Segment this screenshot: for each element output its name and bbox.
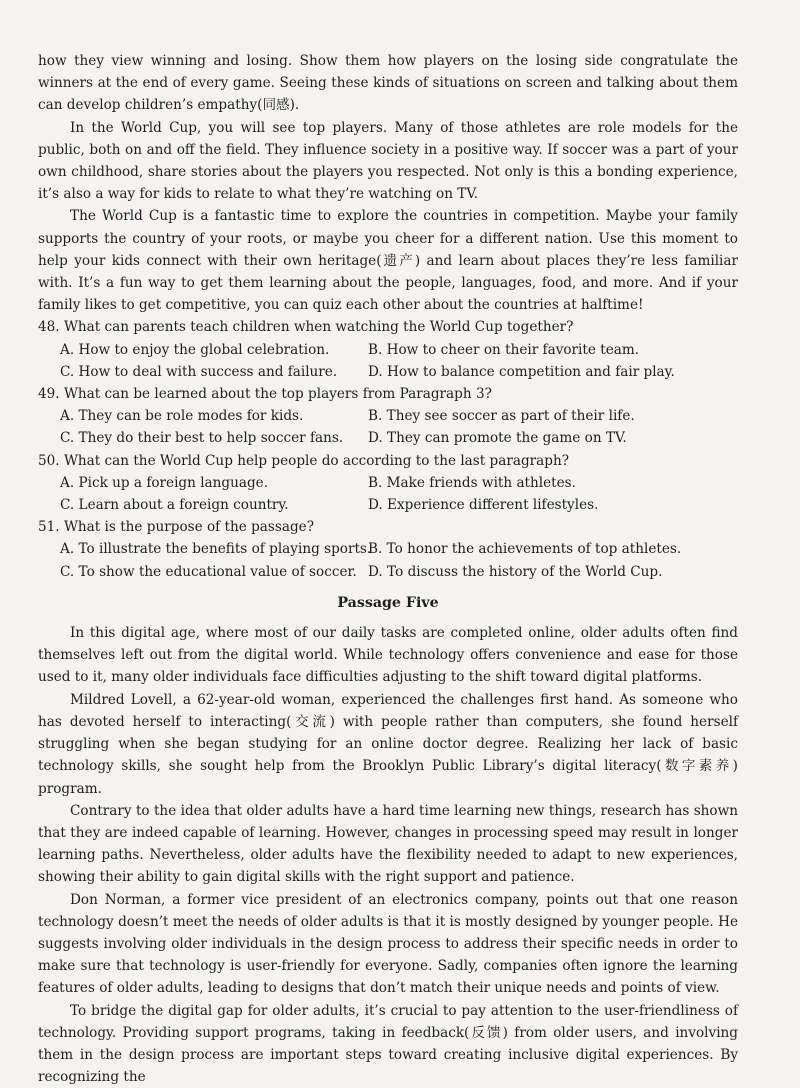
paragraph: To bridge the digital gap for older adults, it’s crucial to pay attention to the user-friendliness of technology. Providing support programs, taking in feedback(反馈) from older users, and involving them in the design process are important steps toward creating inclusive digital experiences. By recognizing the <box>38 1002 738 1086</box>
question-50 <box>38 450 738 517</box>
paragraph: In this digital age, where most of our daily tasks are completed online, older adults often find themselves left out from the digital world. While technology offers convenience and ease for those used to it, many older individuals face difficulties adjusting to the shift toward digital platforms. <box>38 625 738 686</box>
option-b: B. To honor the achievements of top athletes. <box>368 541 682 558</box>
paragraph: how they view winning and losing. Show them how players on the losing side congratulate the winners at the end of every game. Seeing these kinds of situations on screen and talking about them can develop children’s empathy(同感). <box>38 53 738 114</box>
option-b: B. Make friends with athletes. <box>368 474 576 491</box>
option-c: C. They do their best to help soccer fans. <box>60 430 344 447</box>
option-list <box>38 472 738 516</box>
option-c: C. Learn about a foreign country. <box>60 497 289 514</box>
paragraph: Contrary to the idea that older adults have a hard time learning new things, research has shown that they are indeed capable of learning. However, changes in processing speed may result in longer learning paths. Nevertheless, older adults have the flexibility needed to adapt to new experiences, showing their ability to gain digital skills with the right support and patience. <box>38 802 738 886</box>
passage-title: Passage Five <box>337 594 439 611</box>
option-c: C. To show the educational value of soccer. <box>60 563 357 580</box>
question-stem: 48. What can parents teach children when watching the World Cup together? <box>38 319 574 336</box>
option-b: B. How to cheer on their favorite team. <box>368 341 640 358</box>
option-a: A. They can be role modes for kids. <box>60 408 304 425</box>
option-d: D. They can promote the game on TV. <box>368 430 627 447</box>
option-c: C. How to deal with success and failure. <box>60 363 338 380</box>
option-list <box>38 339 738 383</box>
option-a: A. How to enjoy the global celebration. <box>60 341 330 358</box>
option-a: A. Pick up a foreign language. <box>60 474 269 491</box>
option-b: B. They see soccer as part of their life. <box>368 408 635 425</box>
option-a: A. To illustrate the benefits of playing sports. <box>60 541 372 558</box>
paragraph: The World Cup is a fantastic time to explore the countries in competition. Maybe your family supports the country of your roots, or maybe you cheer for a different nation. Use this moment to help your kids connect with their own heritage(遗产) and learn about places they’re less familiar with. It’s a fun way to get them learning about the people, languages, food, and more. And if your family likes to get competitive, you can quiz each other about the countries at halftime! <box>38 208 738 314</box>
option-d: D. How to balance competition and fair play. <box>368 363 675 380</box>
question-51 <box>38 516 738 583</box>
option-list <box>38 405 738 449</box>
paragraph: Mildred Lovell, a 62-year-old woman, experienced the challenges first hand. As someone who has devoted herself to interacting(交流) with people rather than computers, she found herself struggling when she began studying for an online doctor degree. Realizing her lack of basic technology skills, she sought help from the Brooklyn Public Library’s digital literacy(数字素养) program. <box>38 691 738 797</box>
option-d: D. To discuss the history of the World Cup. <box>368 563 663 580</box>
question-48 <box>38 316 738 383</box>
paragraph: In the World Cup, you will see top players. Many of those athletes are role models for the public, both on and off the field. They influence society in a positive way. If soccer was a part of your own childhood, share stories about the players you respected. Not only is this a bonding experience, it’s also a way for kids to relate to what they’re watching on TV. <box>38 119 738 203</box>
paragraph: Don Norman, a former vice president of an electronics company, points out that one reason technology doesn’t meet the needs of older adults is that it is mostly designed by younger people. He suggests involving older individuals in the design process to address their specific needs in order to make sure that technology is user-friendly for everyone. Sadly, companies often ignore the learning features of older adults, leading to designs that don’t match their unique needs and points of view. <box>38 891 738 997</box>
question-stem: 51. What is the purpose of the passage? <box>38 519 314 536</box>
question-49 <box>38 383 738 450</box>
option-d: D. Experience different lifestyles. <box>368 497 599 514</box>
question-stem: 49. What can be learned about the top players from Paragraph 3? <box>38 386 492 403</box>
option-list <box>38 538 738 582</box>
question-stem: 50. What can the World Cup help people do according to the last paragraph? <box>38 452 569 469</box>
